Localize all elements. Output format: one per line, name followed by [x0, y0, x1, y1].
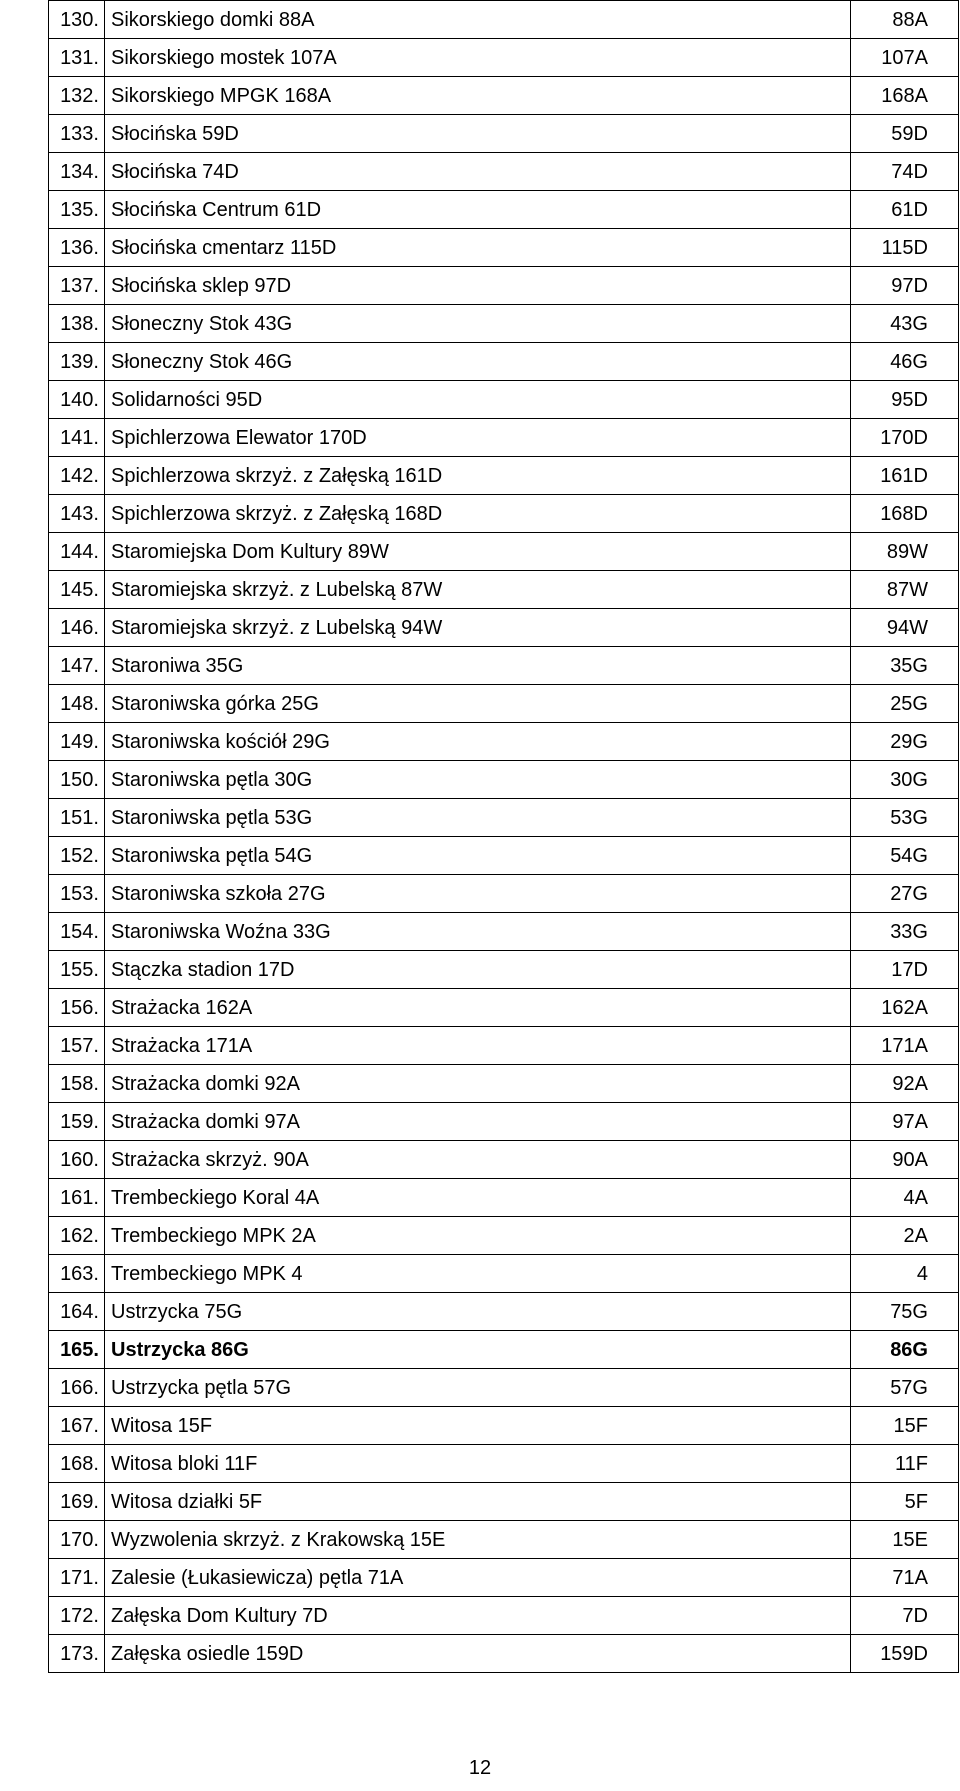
- stop-name: Solidarności 95D: [105, 381, 851, 419]
- row-number: 163.: [49, 1255, 105, 1293]
- row-number: 135.: [49, 191, 105, 229]
- stop-code: 97D: [851, 267, 959, 305]
- stop-code: 92A: [851, 1065, 959, 1103]
- table-row: [49, 1445, 959, 1483]
- stop-code: 30G: [851, 761, 959, 799]
- row-number: 172.: [49, 1597, 105, 1635]
- stop-name: Staroniwska górka 25G: [105, 685, 851, 723]
- row-number: 144.: [49, 533, 105, 571]
- stop-code: 53G: [851, 799, 959, 837]
- page-number: 12: [468, 1757, 492, 1779]
- row-number: 148.: [49, 685, 105, 723]
- stop-code: 86G: [851, 1331, 959, 1369]
- row-number: 145.: [49, 571, 105, 609]
- row-number: 171.: [49, 1559, 105, 1597]
- table-row: [49, 1027, 959, 1065]
- stop-name: Staroniwska pętla 54G: [105, 837, 851, 875]
- stop-name: Staromiejska Dom Kultury 89W: [105, 533, 851, 571]
- stop-code: 74D: [851, 153, 959, 191]
- stop-name: Staroniwska szkoła 27G: [105, 875, 851, 913]
- stop-name: Słocińska sklep 97D: [105, 267, 851, 305]
- stop-name: Załęska osiedle 159D: [105, 1635, 851, 1673]
- stop-name: Staroniwa 35G: [105, 647, 851, 685]
- table-row: [49, 457, 959, 495]
- row-number: 131.: [49, 39, 105, 77]
- stop-name: Staroniwska pętla 53G: [105, 799, 851, 837]
- table-row: [49, 951, 959, 989]
- stop-code: 57G: [851, 1369, 959, 1407]
- row-number: 136.: [49, 229, 105, 267]
- stop-name: Ustrzycka pętla 57G: [105, 1369, 851, 1407]
- table-row: [49, 647, 959, 685]
- table-row: [49, 191, 959, 229]
- table-row: [49, 1597, 959, 1635]
- row-number: 137.: [49, 267, 105, 305]
- stop-name: Wyzwolenia skrzyż. z Krakowską 15E: [105, 1521, 851, 1559]
- row-number: 170.: [49, 1521, 105, 1559]
- row-number: 143.: [49, 495, 105, 533]
- stop-name: Strażacka 171A: [105, 1027, 851, 1065]
- stop-name: Spichlerzowa skrzyż. z Załęską 161D: [105, 457, 851, 495]
- stop-code: 2A: [851, 1217, 959, 1255]
- stop-name: Stączka stadion 17D: [105, 951, 851, 989]
- table-row: [49, 913, 959, 951]
- table-row: [49, 229, 959, 267]
- table-row: [49, 1103, 959, 1141]
- row-number: 149.: [49, 723, 105, 761]
- row-number: 132.: [49, 77, 105, 115]
- table-row: [49, 799, 959, 837]
- stop-name: Sikorskiego MPGK 168A: [105, 77, 851, 115]
- table-row: [49, 1559, 959, 1597]
- row-number: 133.: [49, 115, 105, 153]
- table-row: [49, 685, 959, 723]
- stop-name: Staroniwska pętla 30G: [105, 761, 851, 799]
- row-number: 156.: [49, 989, 105, 1027]
- stop-code: 25G: [851, 685, 959, 723]
- table-row: [49, 1521, 959, 1559]
- table-row: [49, 571, 959, 609]
- table-row: [49, 1293, 959, 1331]
- stop-name: Ustrzycka 75G: [105, 1293, 851, 1331]
- row-number: 161.: [49, 1179, 105, 1217]
- table-row: [49, 533, 959, 571]
- row-number: 157.: [49, 1027, 105, 1065]
- table-row: [49, 1483, 959, 1521]
- table-row: [49, 381, 959, 419]
- stop-name: Witosa działki 5F: [105, 1483, 851, 1521]
- table-row: [49, 495, 959, 533]
- stop-code: 71A: [851, 1559, 959, 1597]
- row-number: 134.: [49, 153, 105, 191]
- stop-code: 171A: [851, 1027, 959, 1065]
- stop-name: Staromiejska skrzyż. z Lubelską 87W: [105, 571, 851, 609]
- stop-name: Słocińska 74D: [105, 153, 851, 191]
- stop-code: 29G: [851, 723, 959, 761]
- row-number: 168.: [49, 1445, 105, 1483]
- stop-code: 95D: [851, 381, 959, 419]
- stop-name: Staromiejska skrzyż. z Lubelską 94W: [105, 609, 851, 647]
- stop-name: Strażacka 162A: [105, 989, 851, 1027]
- stop-name: Słoneczny Stok 43G: [105, 305, 851, 343]
- row-number: 141.: [49, 419, 105, 457]
- row-number: 173.: [49, 1635, 105, 1673]
- stop-code: 54G: [851, 837, 959, 875]
- table-row: [49, 1407, 959, 1445]
- table-row: [49, 267, 959, 305]
- row-number: 162.: [49, 1217, 105, 1255]
- stop-code: 4: [851, 1255, 959, 1293]
- row-number: 152.: [49, 837, 105, 875]
- stop-code: 5F: [851, 1483, 959, 1521]
- stop-name: Trembeckiego Koral 4A: [105, 1179, 851, 1217]
- stop-code: 35G: [851, 647, 959, 685]
- table-row: [49, 419, 959, 457]
- row-number: 160.: [49, 1141, 105, 1179]
- row-number: 167.: [49, 1407, 105, 1445]
- stop-name: Sikorskiego mostek 107A: [105, 39, 851, 77]
- stop-code: 33G: [851, 913, 959, 951]
- table-row: [49, 1, 959, 39]
- row-number: 142.: [49, 457, 105, 495]
- table-row: [49, 305, 959, 343]
- stop-code: 94W: [851, 609, 959, 647]
- stop-name: Witosa bloki 11F: [105, 1445, 851, 1483]
- stop-code: 90A: [851, 1141, 959, 1179]
- stop-name: Spichlerzowa Elewator 170D: [105, 419, 851, 457]
- stop-code: 15F: [851, 1407, 959, 1445]
- stop-name: Strażacka domki 92A: [105, 1065, 851, 1103]
- stop-name: Strażacka skrzyż. 90A: [105, 1141, 851, 1179]
- row-number: 140.: [49, 381, 105, 419]
- row-number: 139.: [49, 343, 105, 381]
- stop-code: 97A: [851, 1103, 959, 1141]
- table-row: [49, 1179, 959, 1217]
- row-number: 159.: [49, 1103, 105, 1141]
- stop-code: 7D: [851, 1597, 959, 1635]
- row-number: 138.: [49, 305, 105, 343]
- stop-code: 107A: [851, 39, 959, 77]
- stop-code: 17D: [851, 951, 959, 989]
- stop-name: Witosa 15F: [105, 1407, 851, 1445]
- row-number: 147.: [49, 647, 105, 685]
- table-row: [49, 837, 959, 875]
- row-number: 155.: [49, 951, 105, 989]
- row-number: 130.: [49, 1, 105, 39]
- table-row: [49, 989, 959, 1027]
- row-number: 154.: [49, 913, 105, 951]
- table-row: [49, 875, 959, 913]
- row-number: 158.: [49, 1065, 105, 1103]
- stop-code: 15E: [851, 1521, 959, 1559]
- row-number: 169.: [49, 1483, 105, 1521]
- table-row: [49, 1217, 959, 1255]
- row-number: 151.: [49, 799, 105, 837]
- stop-name: Załęska Dom Kultury 7D: [105, 1597, 851, 1635]
- row-number: 146.: [49, 609, 105, 647]
- stop-code: 162A: [851, 989, 959, 1027]
- row-number: 150.: [49, 761, 105, 799]
- stop-code: 159D: [851, 1635, 959, 1673]
- stop-code: 89W: [851, 533, 959, 571]
- stop-name: Ustrzycka 86G: [105, 1331, 851, 1369]
- stop-name: Staroniwska Woźna 33G: [105, 913, 851, 951]
- table-row: [49, 343, 959, 381]
- table-row: [49, 153, 959, 191]
- stop-name: Sikorskiego domki 88A: [105, 1, 851, 39]
- stops-table: [48, 0, 959, 1673]
- table-row: [49, 1065, 959, 1103]
- table-row: [49, 609, 959, 647]
- table-row: [49, 1635, 959, 1673]
- stop-code: 170D: [851, 419, 959, 457]
- stop-code: 168A: [851, 77, 959, 115]
- stop-code: 27G: [851, 875, 959, 913]
- table-row: [49, 723, 959, 761]
- stop-code: 168D: [851, 495, 959, 533]
- stop-name: Zalesie (Łukasiewicza) pętla 71A: [105, 1559, 851, 1597]
- stop-code: 115D: [851, 229, 959, 267]
- stop-code: 61D: [851, 191, 959, 229]
- stop-code: 87W: [851, 571, 959, 609]
- stop-code: 4A: [851, 1179, 959, 1217]
- stop-code: 59D: [851, 115, 959, 153]
- stops-table-body: [49, 1, 959, 1673]
- table-row: [49, 115, 959, 153]
- table-row: [49, 1255, 959, 1293]
- stop-code: 161D: [851, 457, 959, 495]
- row-number: 166.: [49, 1369, 105, 1407]
- stop-name: Słocińska Centrum 61D: [105, 191, 851, 229]
- table-row: [49, 77, 959, 115]
- stop-name: Strażacka domki 97A: [105, 1103, 851, 1141]
- stop-code: 75G: [851, 1293, 959, 1331]
- stop-code: 46G: [851, 343, 959, 381]
- stop-name: Trembeckiego MPK 2A: [105, 1217, 851, 1255]
- table-row: [49, 1141, 959, 1179]
- stop-name: Słocińska cmentarz 115D: [105, 229, 851, 267]
- stop-code: 88A: [851, 1, 959, 39]
- stop-name: Słoneczny Stok 46G: [105, 343, 851, 381]
- stop-code: 11F: [851, 1445, 959, 1483]
- stop-code: 43G: [851, 305, 959, 343]
- table-row: [49, 761, 959, 799]
- table-row: [49, 39, 959, 77]
- table-row: [49, 1369, 959, 1407]
- stop-name: Spichlerzowa skrzyż. z Załęską 168D: [105, 495, 851, 533]
- stop-name: Słocińska 59D: [105, 115, 851, 153]
- row-number: 165.: [49, 1331, 105, 1369]
- stop-name: Trembeckiego MPK 4: [105, 1255, 851, 1293]
- row-number: 153.: [49, 875, 105, 913]
- row-number: 164.: [49, 1293, 105, 1331]
- stop-name: Staroniwska kościół 29G: [105, 723, 851, 761]
- table-row: [49, 1331, 959, 1369]
